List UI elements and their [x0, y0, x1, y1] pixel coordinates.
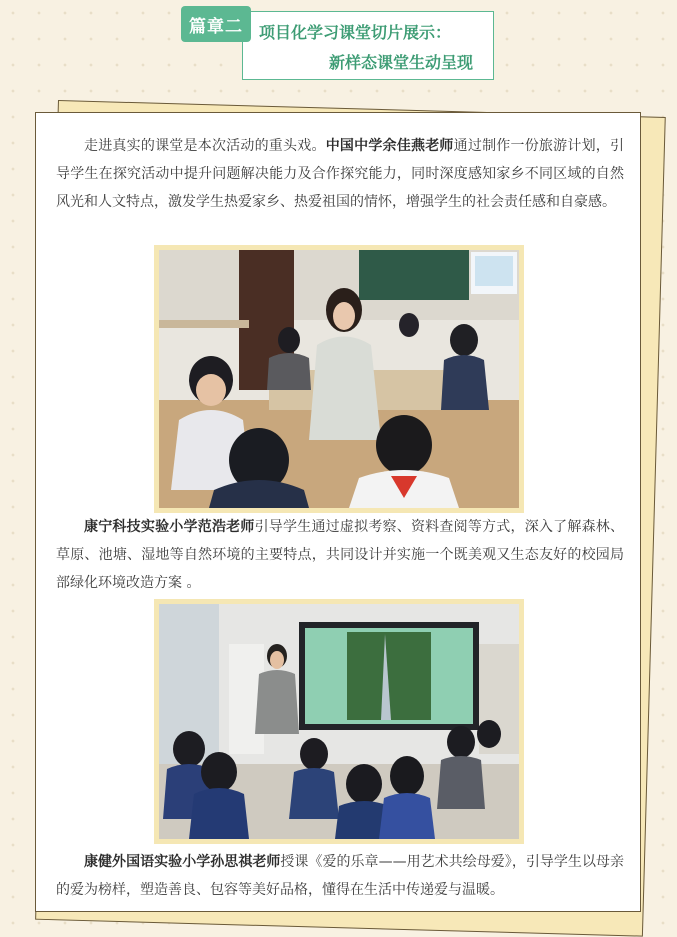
- paragraph-3: [56, 848, 624, 904]
- paragraph-1-body: 通过制作一份旅游计划，引导学生在探究活动中提升问题解决能力及合作探究能力，同时深度感知家乡不同区域的自然风光和人文特点，激发学生热爱家乡、热爱祖国的情怀，增强学生的社会责任感和自豪感。: [56, 138, 625, 210]
- classroom-photo-1: [154, 245, 524, 513]
- section-title-line2: 新样态课堂生动呈现: [328, 53, 473, 72]
- paragraph-3-body: 授课《爱的乐章——用艺术共绘母爱》，引导学生以母亲的爱为榜样，塑造善良、包容等美好品格，懂得在生活中传递爱与温暖。: [56, 854, 625, 898]
- section-title-line1: 项目化学习课堂切片展示：: [259, 23, 452, 42]
- section-title-box: [242, 11, 494, 80]
- paragraph-2-body: 引导学生通过虚拟考察、资料查阅等方式，深入了解森林、草原、池塘、湿地等自然环境的主要特点，共同设计并实施一个既美观又生态友好的校园局部绿化环境改造方案 。: [56, 519, 624, 591]
- paragraph-3-teacher: 康健外国语实验小学孙思祺老师: [84, 854, 281, 870]
- paragraph-2: [56, 513, 624, 597]
- classroom-photo-2: [154, 599, 524, 844]
- paragraph-1-intro: 走进真实的课堂是本次活动的重头戏。: [84, 138, 326, 154]
- photo-2-image: [159, 604, 519, 839]
- paragraph-1-teacher: 中国中学余佳燕老师: [325, 138, 454, 154]
- photo-1-image: [159, 250, 519, 508]
- paragraph-2-teacher: 康宁科技实验小学范浩老师: [84, 519, 255, 535]
- chapter-badge: 篇章二: [181, 6, 251, 42]
- paragraph-1: [56, 132, 624, 216]
